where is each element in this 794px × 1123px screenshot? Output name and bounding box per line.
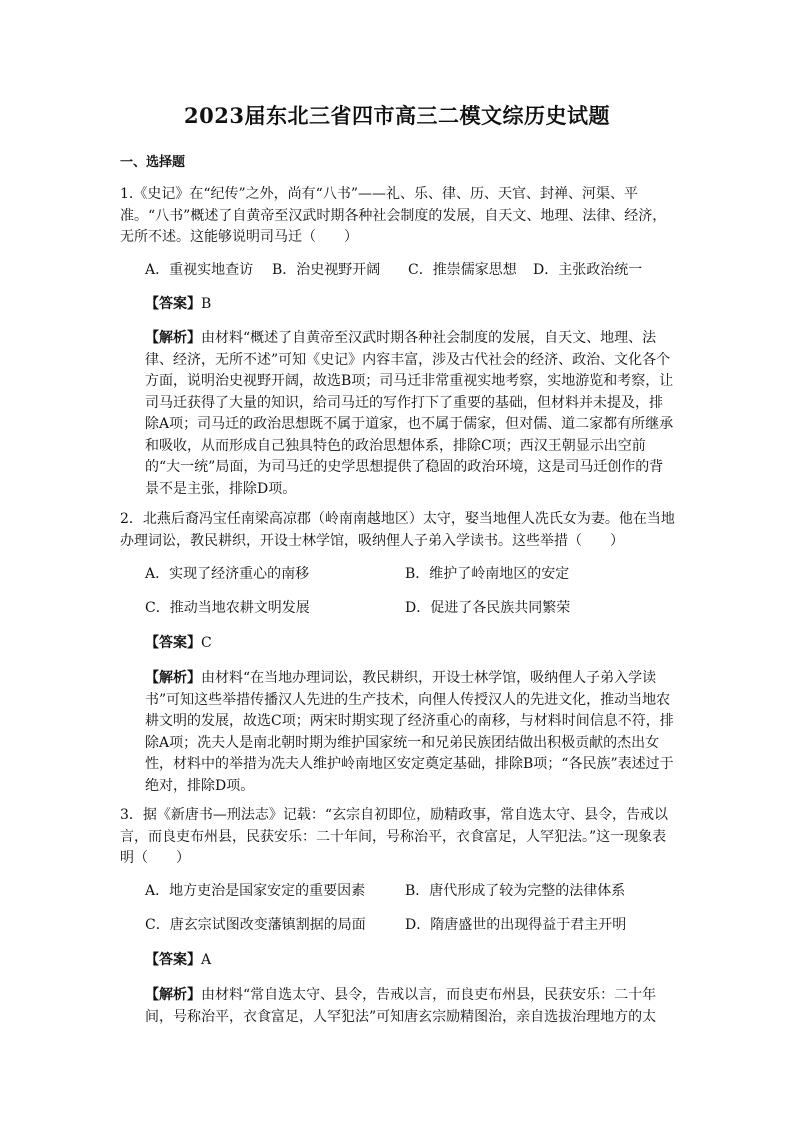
q1-answer-value: B	[201, 296, 212, 312]
q2-option-d: D．促进了各民族共同繁荣	[405, 600, 571, 616]
section-heading: 一、选择题	[120, 155, 186, 170]
analysis-label: 【解析】	[145, 330, 201, 346]
q2-analysis	[145, 668, 676, 797]
q3-option-b: B．唐代形成了较为完整的法律体系	[405, 883, 626, 899]
question-2-stem: 2．北燕后裔冯宝任南梁高凉郡（岭南南越地区）太守，娶当地俚人冼氏女为妻。他在当地办理词讼，教民耕织，开设士林学馆，吸纳俚人子弟入学读书。这些举措（ ）	[120, 511, 675, 549]
q2-answer	[145, 633, 212, 655]
q2-option-c: C．推动当地农耕文明发展	[145, 600, 310, 616]
q1-analysis	[145, 328, 676, 500]
q3-option-a: A．地方吏治是国家安定的重要因素	[145, 883, 366, 899]
q3-option-d: D．隋唐盛世的出现得益于君主开明	[405, 917, 627, 933]
q3-analysis-text: 由材料“常自选太守、县令，告戒以言，而良吏布州县，民获安乐：二十年间，号称治平，衣食富足，人罕犯法”可知唐玄宗励精图治，亲自选拔治理地方的太	[145, 987, 657, 1025]
q3-answer-value: A	[201, 952, 212, 968]
q2-answer-value: C	[201, 635, 212, 651]
question-1-stem: 1.《史记》在“纪传”之外，尚有“八书”——礼、乐、律、历、天官、封禅、河渠、平准。“八书”概述了自黄帝至汉武时期各种社会制度的发展，自天文、地理、法律、经济，无所不述。这能够说明司马迁（ ）	[120, 186, 667, 245]
answer-label: 【答案】	[145, 635, 201, 651]
q1-option-c: C．推崇儒家思想	[408, 262, 517, 278]
answer-label: 【答案】	[145, 952, 201, 968]
q1-analysis-text: 由材料“概述了自黄帝至汉武时期各种社会制度的发展，自天文、地理、法律、经济，无所不述”可知《史记》内容丰富，涉及古代社会的经济、政治、文化各个方面，说明治史视野开阔，故选B项；司马迁非常重视实地考察，实地游览和考察，让司马迁获得了大量的知识，给司马迁的写作打下了重要的基础，但材料并未提及，排除A项；司马迁的政治思想既不属于道家，也不属于儒家，但对儒、道二家都有所继承和吸收，从而形成自己独具特色的政治思想体系，排除C项；西汉王朝显示出空前的“大一统”局面，为司马迁的史学思想提供了稳固的政治环境，这是司马迁创作的背景不是主张，排除D项。	[145, 330, 674, 497]
answer-label: 【答案】	[145, 296, 201, 312]
q3-answer	[145, 950, 211, 972]
q1-answer	[145, 294, 211, 316]
q2-option-a: A．实现了经济重心的南移	[145, 566, 310, 582]
analysis-label: 【解析】	[145, 987, 201, 1003]
q1-option-a: A．重视实地查访	[145, 262, 254, 278]
q2-option-b: B．维护了岭南地区的安定	[405, 566, 570, 582]
q1-option-d: D．主张政治统一	[533, 262, 643, 278]
q2-analysis-text: 由材料“在当地办理词讼，教民耕织，开设士林学馆，吸纳俚人子弟入学读书”可知这些举措传播汉人先进的生产技术，向俚人传授汉人的先进文化，推动当地农耕文明的发展，故选C项；两宋时期实现了经济重心的南移，与材料时间信息不符，排除A项；冼夫人是南北朝时期为维护国家统一和兄弟民族团结做出积极贡献的杰出女性，材料中的举措为冼夫人维护岭南地区安定奠定基础，排除B项；“各民族”表述过于绝对，排除D项。	[145, 670, 674, 794]
question-3-stem: 3．据《新唐书—刑法志》记载：“玄宗自初即位，励精政事，常自选太守、县令，告戒以言，而良吏布州县，民获安乐：二十年间，号称治平，衣食富足，人罕犯法。”这一现象表明（ ）	[120, 807, 669, 866]
page-title: 2023届东北三省四市高三二模文综历史试题	[184, 103, 610, 128]
q1-option-b: B．治史视野开阔	[272, 262, 381, 278]
q3-analysis	[145, 985, 676, 1028]
analysis-label: 【解析】	[145, 670, 201, 686]
q3-option-c: C．唐玄宗试图改变藩镇割据的局面	[145, 917, 366, 933]
